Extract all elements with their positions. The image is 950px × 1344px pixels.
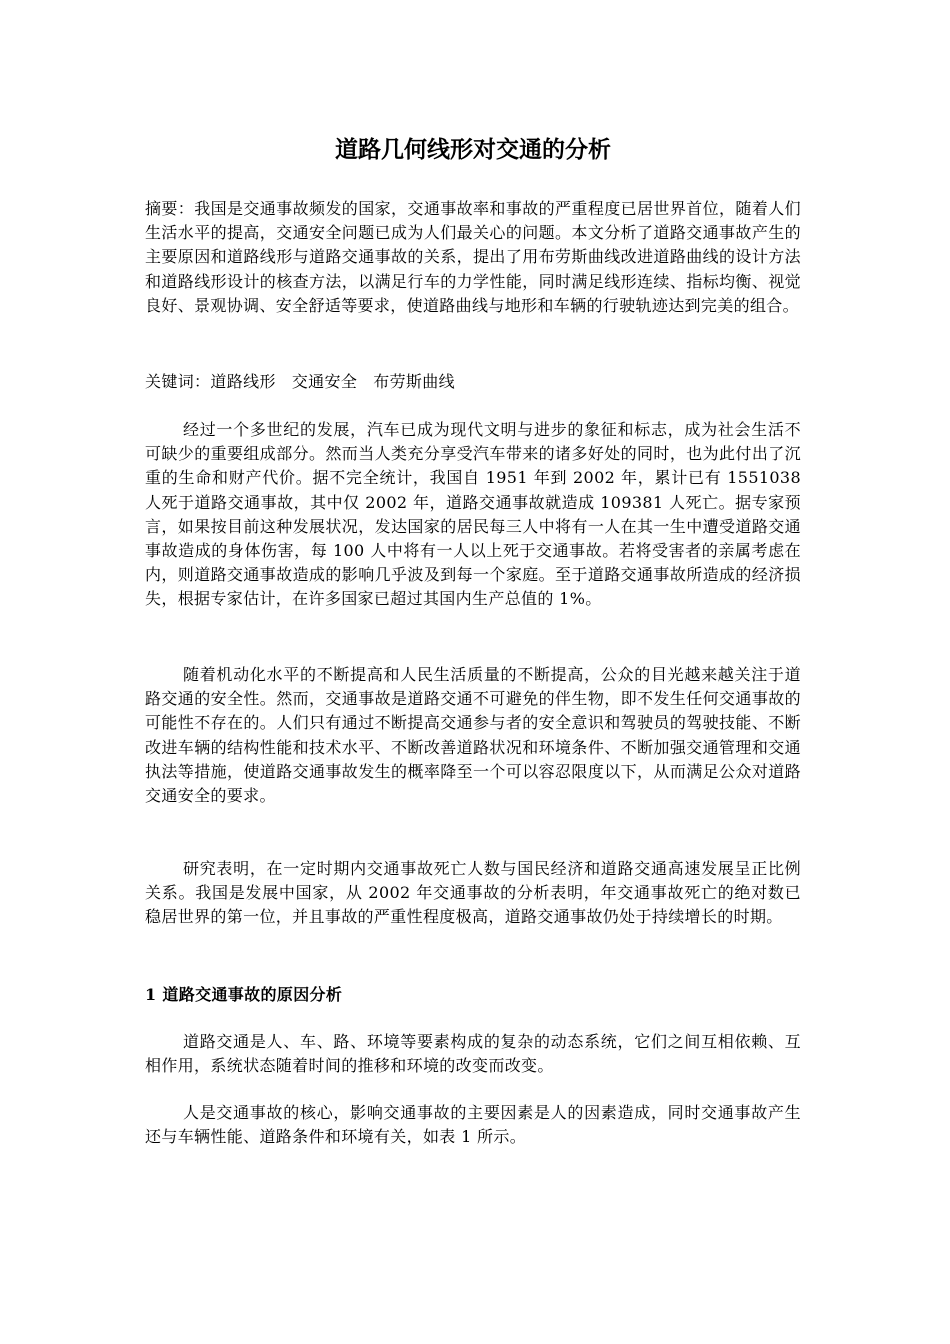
keyword-item: 交通安全 [291, 372, 358, 391]
keywords-label: 关键词： [145, 372, 211, 391]
section-1-heading: 1 道路交通事故的原因分析 [145, 985, 343, 1004]
keyword-item: 布劳斯曲线 [373, 372, 455, 391]
section-1-paragraph-1: 道路交通是人、车、路、环境等要素构成的复杂的动态系统，它们之间互相依赖、互相作用，系统状态随着时间的推移和环境的改变而改变。 [145, 1032, 801, 1076]
body-paragraph-3: 研究表明，在一定时期内交通事故死亡人数与国民经济和道路交通高速发展呈正比例关系。我国是发展中国家，从 2002 年交通事故的分析表明，年交通事故死亡的绝对数已稳居世界的第一位，并且事故的严重性程度极高，道路交通事故仍处于持续增长的时期。 [145, 859, 801, 927]
document-title: 道路几何线形对交通的分析 [335, 136, 611, 163]
section-1-paragraph-2: 人是交通事故的核心，影响交通事故的主要因素是人的因素造成，同时交通事故产生还与车辆性能、道路条件和环境有关，如表 1 所示。 [145, 1103, 801, 1147]
abstract-paragraph: 摘要：我国是交通事故频发的国家，交通事故率和事故的严重程度已居世界首位，随着人们生活水平的提高，交通安全问题已成为人们最关心的问题。本文分析了道路交通事故产生的主要原因和道路线形与道路交通事故的关系，提出了用布劳斯曲线改进道路曲线的设计方法和道路线形设计的核查方法，以满足行车的力学性能，同时满足线形连续、指标均衡、视觉良好、景观协调、安全舒适等要求，使道路曲线与地形和车辆的行驶轨迹达到完美的组合。 [145, 199, 801, 315]
body-paragraph-1: 经过一个多世纪的发展，汽车已成为现代文明与进步的象征和标志，成为社会生活不可缺少的重要组成部分。然而当人类充分享受汽车带来的诸多好处的同时，也为此付出了沉重的生命和财产代价。据不完全统计，我国自 1951 年到 2002 年，累计已有 1551038 人死于道路交通事故，其中仅 2002 年，道路交通事故就造成 109381 人死亡。据专家预言，如果按目前这种发展状况，发达国家的居民每三人中将有一人在其一生中遭受道路交通事故造成的身体伤害，每 100 人中将有一人以上死于交通事故。若将受害者的亲属考虑在内，则道路交通事故造成的影响几乎波及到每一个家庭。至于道路交通事故所造成的经济损失，根据专家估计，在许多国家已超过其国内生产总值的 1%。 [145, 420, 801, 609]
keywords-line [145, 370, 801, 394]
keyword-item: 道路线形 [210, 372, 276, 391]
body-paragraph-2: 随着机动化水平的不断提高和人民生活质量的不断提高，公众的目光越来越关注于道路交通的安全性。然而，交通事故是道路交通不可避免的伴生物，即不发生任何交通事故的可能性不存在的。人们只有通过不断提高交通参与者的安全意识和驾驶员的驾驶技能、不断改进车辆的结构性能和技术水平、不断改善道路状况和环境条件、不断加强交通管理和交通执法等措施，使道路交通事故发生的概率降至一个可以容忍限度以下，从而满足公众对道路交通安全的要求。 [145, 665, 801, 806]
